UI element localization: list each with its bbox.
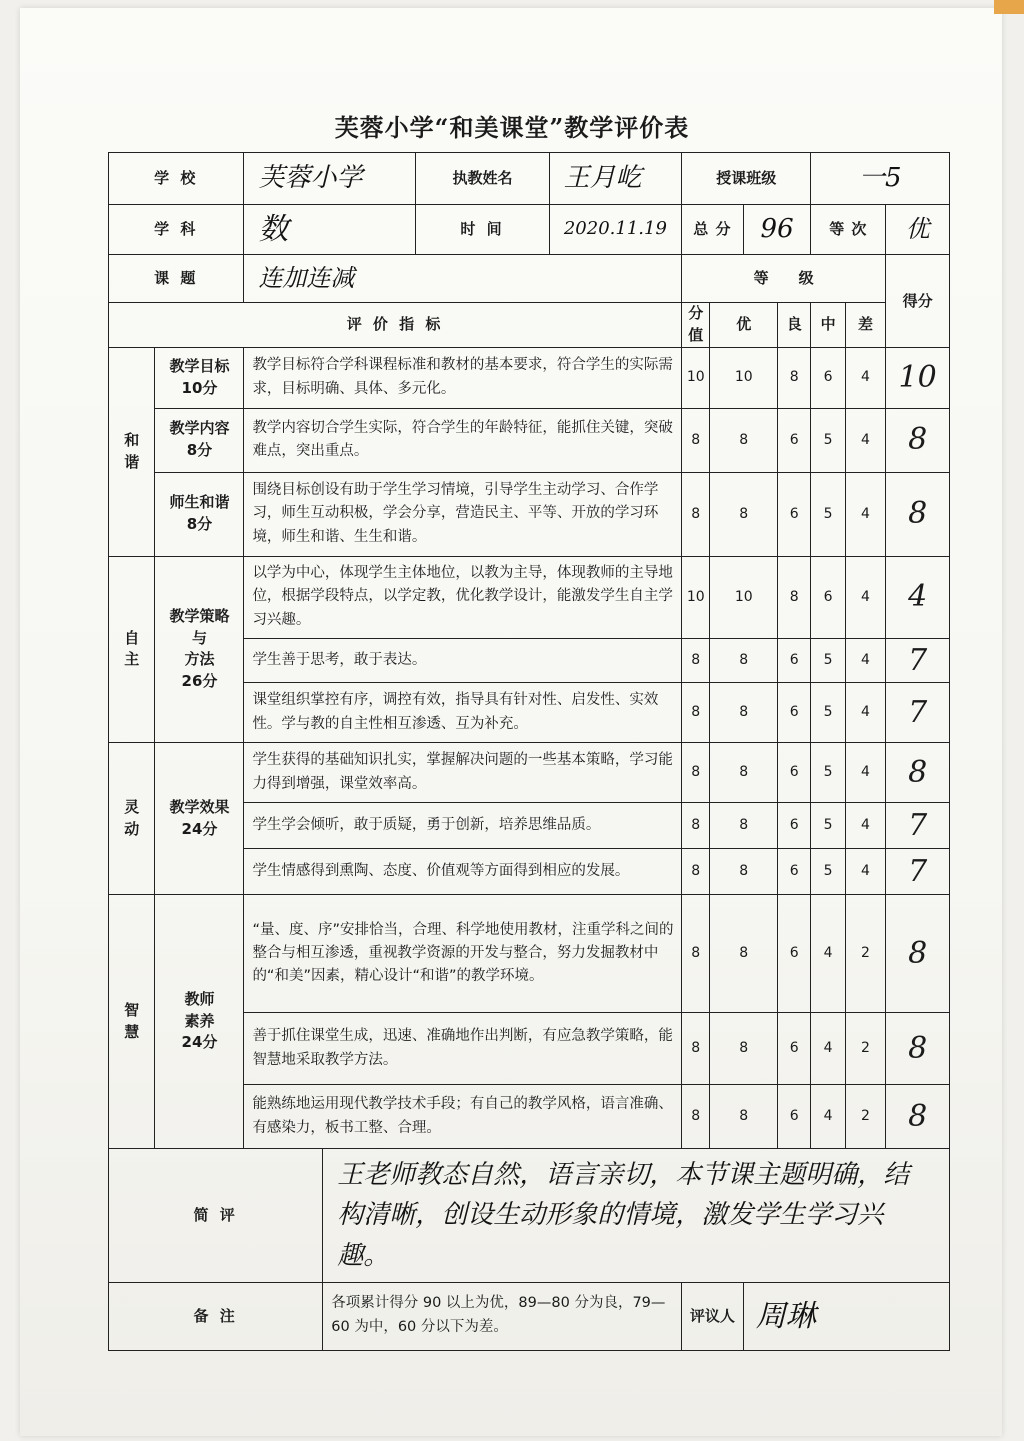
points-cell: 8 (682, 683, 710, 743)
dimension-agility: 灵动 (109, 743, 155, 895)
indicator-desc: 课堂组织掌控有序，调控有效，指导具有针对性、启发性、实效性。学与教的自主性相互渗透、互为补充。 (244, 683, 682, 743)
you-cell: 8 (710, 683, 778, 743)
score-cell: 8 (886, 895, 950, 1013)
score-cell: 8 (886, 743, 950, 803)
indicator-desc: 学生情感得到熏陶、态度、价值观等方面得到相应的发展。 (244, 849, 682, 895)
topic-label: 课 题 (109, 255, 244, 303)
zhong-cell: 5 (811, 803, 845, 849)
form-title: 芙蓉小学“和美课堂”教学评价表 (334, 113, 690, 142)
cha-cell: 4 (845, 556, 885, 638)
indicator-desc: 学生善于思考，敢于表达。 (244, 638, 682, 683)
liang-cell: 6 (778, 408, 811, 472)
sub-indicator-label: 教学效果 24分 (169, 797, 230, 838)
indicator-desc: 善于抓住课堂生成，迅速、准确地作出判断，有应急教学策略，能智慧地采取教学方法。 (244, 1013, 682, 1085)
dimension-autonomy: 自主 (109, 556, 155, 743)
zhong-cell: 5 (811, 849, 845, 895)
score-cell: 7 (886, 803, 950, 849)
header-row-3 (109, 255, 950, 303)
total-value: 96 (743, 205, 811, 255)
zhong-cell: 4 (811, 1013, 845, 1085)
points-cell: 8 (682, 803, 710, 849)
you-header: 优 (710, 303, 778, 348)
liang-cell: 8 (778, 347, 811, 408)
zhong-cell: 5 (811, 683, 845, 743)
points-cell: 8 (682, 638, 710, 683)
cha-cell: 2 (845, 1085, 885, 1149)
cha-header: 差 (845, 303, 885, 348)
liang-cell: 6 (778, 638, 811, 683)
points-cell: 8 (682, 408, 710, 472)
grade-value: 优 (886, 205, 950, 255)
points-cell: 8 (682, 743, 710, 803)
liang-header: 良 (778, 303, 811, 348)
sub-indicator (155, 347, 244, 408)
corner-tab (994, 0, 1024, 14)
score-cell: 7 (886, 638, 950, 683)
points-cell: 10 (682, 556, 710, 638)
subject-value: 数 (244, 205, 416, 255)
sub-indicator (155, 472, 244, 556)
cha-cell: 4 (845, 683, 885, 743)
class-label: 授课班级 (682, 153, 811, 205)
liang-cell: 6 (778, 803, 811, 849)
liang-cell: 6 (778, 472, 811, 556)
you-cell: 8 (710, 849, 778, 895)
indicator-desc: 教学内容切合学生实际，符合学生的年龄特征，能抓住关键，突破难点，突出重点。 (244, 408, 682, 472)
sub-indicator-label: 教学策略 与 方法 26分 (169, 606, 230, 690)
zhong-header: 中 (811, 303, 845, 348)
you-cell: 10 (710, 556, 778, 638)
indicator-desc: 能熟练地运用现代教学技术手段；有自己的教学风格，语言准确、有感染力，板书工整、合理。 (244, 1085, 682, 1149)
header-row-1 (109, 153, 950, 205)
zhong-cell: 5 (811, 743, 845, 803)
dimension-wisdom: 智慧 (109, 895, 155, 1149)
liang-cell: 6 (778, 895, 811, 1013)
you-cell: 10 (710, 347, 778, 408)
cha-cell: 2 (845, 895, 885, 1013)
cha-cell: 4 (845, 803, 885, 849)
comment-label: 简 评 (109, 1149, 323, 1283)
note-value: 各项累计得分 90 以上为优，89—80 分为良，79—60 为中，60 分以下为差。 (323, 1282, 682, 1350)
zhong-cell: 5 (811, 472, 845, 556)
sub-indicator-label: 教学内容 8分 (169, 419, 230, 459)
liang-cell: 6 (778, 1085, 811, 1149)
liang-cell: 6 (778, 849, 811, 895)
you-cell: 8 (710, 638, 778, 683)
cha-cell: 4 (845, 638, 885, 683)
table-row (109, 408, 950, 472)
level-header: 等 级 (682, 255, 886, 303)
indicator-desc: 学生获得的基础知识扎实，掌握解决问题的一些基本策略，学习能力得到增强，课堂效率高。 (244, 743, 682, 803)
liang-cell: 6 (778, 1013, 811, 1085)
sub-indicator (155, 895, 244, 1149)
cha-cell: 4 (845, 347, 885, 408)
column-header-row (109, 303, 950, 348)
table-row (109, 472, 950, 556)
header-row-2 (109, 205, 950, 255)
school-value: 芙蓉小学 (244, 153, 416, 205)
time-label: 时 间 (416, 205, 549, 255)
you-cell: 8 (710, 472, 778, 556)
zhong-cell: 6 (811, 556, 845, 638)
indicator-header: 评 价 指 标 (109, 303, 682, 348)
zhong-cell: 6 (811, 347, 845, 408)
you-cell: 8 (710, 803, 778, 849)
score-cell: 8 (886, 1085, 950, 1149)
topic-value: 连加连减 (244, 255, 682, 303)
you-cell: 8 (710, 408, 778, 472)
score-cell: 4 (886, 556, 950, 638)
liang-cell: 6 (778, 683, 811, 743)
zhong-cell: 4 (811, 895, 845, 1013)
you-cell: 8 (710, 743, 778, 803)
cha-cell: 2 (845, 1013, 885, 1085)
cha-cell: 4 (845, 743, 885, 803)
you-cell: 8 (710, 1085, 778, 1149)
reviewer-label: 评议人 (682, 1282, 744, 1350)
liang-cell: 8 (778, 556, 811, 638)
evaluation-table (108, 152, 950, 1351)
you-cell: 8 (710, 895, 778, 1013)
indicator-desc: 围绕目标创设有助于学生学习情境，引导学生主动学习、合作学习，师生互动积极，学会分享，营造民主、平等、开放的学习环境，师生和谐、生生和谐。 (244, 472, 682, 556)
table-row (109, 743, 950, 803)
sub-indicator-label: 教师 素养 24分 (181, 989, 218, 1052)
zhong-cell: 4 (811, 1085, 845, 1149)
points-cell: 10 (682, 347, 710, 408)
score-cell: 8 (886, 1013, 950, 1085)
comment-row (109, 1149, 950, 1283)
sub-indicator-label: 师生和谐 8分 (169, 493, 230, 533)
teacher-label: 执教姓名 (416, 153, 549, 205)
score-cell: 10 (886, 347, 950, 408)
indicator-desc: 学生学会倾听，敢于质疑，勇于创新，培养思维品质。 (244, 803, 682, 849)
note-label: 备 注 (109, 1282, 323, 1350)
sub-indicator (155, 743, 244, 895)
cha-cell: 4 (845, 408, 885, 472)
points-cell: 8 (682, 1085, 710, 1149)
sub-indicator (155, 408, 244, 472)
sub-indicator (155, 556, 244, 743)
points-cell: 8 (682, 1013, 710, 1085)
subject-label: 学 科 (109, 205, 244, 255)
teacher-value: 王月屹 (549, 153, 681, 205)
score-cell: 8 (886, 472, 950, 556)
sub-indicator-label: 教学目标 10分 (169, 356, 230, 397)
table-row (109, 895, 950, 1013)
score-header: 得分 (886, 255, 950, 348)
zhong-cell: 5 (811, 638, 845, 683)
reviewer-signature: 周琳 (743, 1282, 949, 1350)
class-value: 一5 (811, 153, 950, 205)
score-cell: 7 (886, 849, 950, 895)
cha-cell: 4 (845, 849, 885, 895)
points-cell: 8 (682, 849, 710, 895)
school-label: 学 校 (109, 153, 244, 205)
comment-value: 王老师教态自然，语言亲切，本节课主题明确，结构清晰，创设生动形象的情境，激发学生学习兴趣。 (323, 1149, 950, 1283)
points-cell: 8 (682, 895, 710, 1013)
liang-cell: 6 (778, 743, 811, 803)
cha-cell: 4 (845, 472, 885, 556)
table-row (109, 347, 950, 408)
you-cell: 8 (710, 1013, 778, 1085)
total-label: 总 分 (682, 205, 744, 255)
indicator-desc: “量、度、序”安排恰当，合理、科学地使用教材，注重学科之间的整合与相互渗透，重视教学资源的开发与整合，努力发掘教材中的“和美”因素，精心设计“和谐”的教学环境。 (244, 895, 682, 1013)
time-value: 2020.11.19 (549, 205, 681, 255)
score-cell: 7 (886, 683, 950, 743)
grade-label: 等 次 (811, 205, 886, 255)
points-cell: 8 (682, 472, 710, 556)
indicator-desc: 教学目标符合学科课程标准和教材的基本要求，符合学生的实际需求，目标明确、具体、多元化。 (244, 347, 682, 408)
zhong-cell: 5 (811, 408, 845, 472)
note-row (109, 1282, 950, 1350)
score-cell: 8 (886, 408, 950, 472)
indicator-desc: 以学为中心，体现学生主体地位，以教为主导，体现教师的主导地位，根据学段特点，以学定教，优化教学设计，能激发学生自主学习兴趣。 (244, 556, 682, 638)
dimension-harmony: 和谐 (109, 347, 155, 556)
table-row (109, 556, 950, 638)
points-header: 分值 (682, 303, 710, 348)
